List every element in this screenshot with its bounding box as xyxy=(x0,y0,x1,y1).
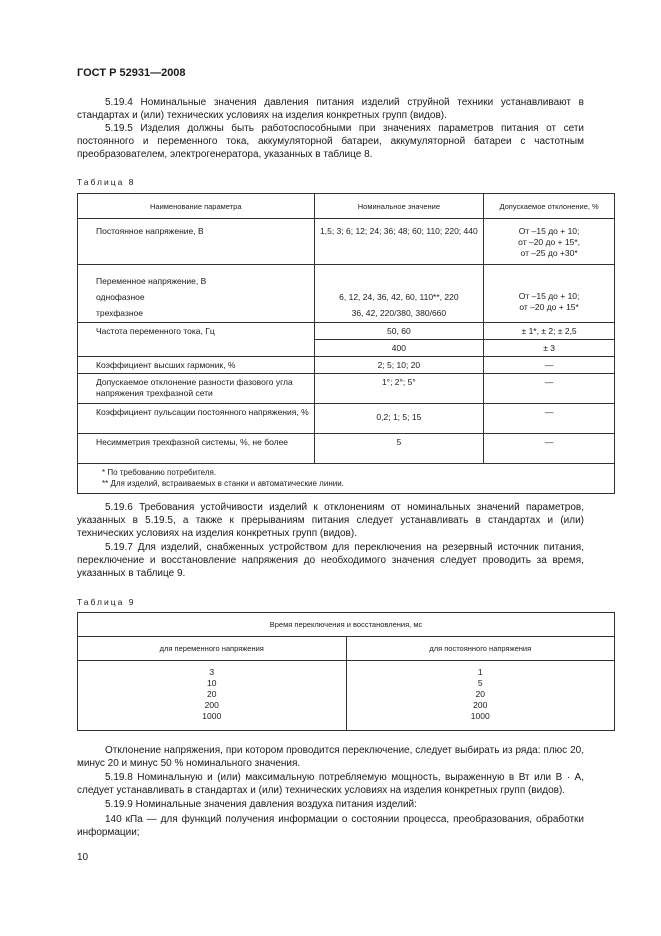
table-row: 400 ± 3 xyxy=(78,340,615,357)
table-9-caption: Таблица 9 xyxy=(77,597,136,607)
table-9-title: Время переключения и восстановления, мс xyxy=(78,613,615,637)
table-8-header-name: Наименование параметра xyxy=(78,194,315,219)
table-8 xyxy=(77,193,615,494)
page-number: 10 xyxy=(77,852,89,863)
table-row: Коэффициент пульсации постоянного напряжения, % 0,2; 1; 5; 15 — xyxy=(78,404,615,434)
table-8-header-nominal: Номинальное значение xyxy=(314,194,484,219)
table-row: Несимметрия трехфазной системы, %, не более 5 — xyxy=(78,434,615,464)
table-row: Постоянное напряжение, В 1,5; 3; 6; 12; 24; 36; 48; 60; 110; 220; 440 От –15 до + 10; от –20 до + 15*, от –25 до +30* xyxy=(78,219,615,265)
footnote-2: ** Для изделий, встраиваемых в станки и автоматические линии. xyxy=(102,479,344,488)
table-row: Коэффициент высших гармоник, % 2; 5; 10; 20 — xyxy=(78,357,615,374)
paragraph-5-19-4: 5.19.4 Номинальные значения давления питания изделий струйной техники устанавливают в стандартах и (или) технических условиях на изделия конкретных групп (видов). xyxy=(77,97,584,121)
paragraph-5-19-5: 5.19.5 Изделия должны быть работоспособными при значениях параметров питания от сети постоянного и переменного тока, аккумуляторной батареи, аккумуляторной батареи с частотным преобразователем, электрогенератора, указанных в таблице 8. xyxy=(77,123,584,160)
table-row: Переменное напряжение, В однофазное трехфазное 6, 12, 24, 36, 42, 60, 110**, 220 36, 42, 220/380, 380/660 От –15 до + 10; от –20 до + 15* xyxy=(78,265,615,323)
table-row: Допускаемое отклонение разности фазового угла напряжения трехфазной сети 1°; 2°; 5° — xyxy=(78,374,615,404)
paragraph-deviation: Отклонение напряжения, при котором проводится переключение, следует выбирать из ряда: плюс 20, минус 20 и минус 50 % номинального значения. xyxy=(77,745,584,769)
document-header: ГОСТ Р 52931—2008 xyxy=(77,67,186,79)
paragraph-5-19-7: 5.19.7 Для изделий, снабженных устройством для переключения на резервный источник питания, переключение и восстановление напряжения до необходимого значения следует проводить за время, указанных в таблице 9. xyxy=(77,542,584,579)
paragraph-5-19-6: 5.19.6 Требования устойчивости изделий к отклонениям от номинальных значений параметров, указанных в 5.19.5, а также к прерываниям питания следует устанавливать в стандартах и (или) технических условиях на изделия конкретных групп (видов). xyxy=(77,502,584,539)
table-8-footnotes xyxy=(78,464,615,494)
paragraph-5-19-8: 5.19.8 Номинальную и (или) максимальную потребляемую мощность, выраженную в Вт или В · А, следует устанавливать в стандартах и (или) технических условиях на изделия конкретных групп (видов). xyxy=(77,772,584,796)
footnote-1: * По требованию потребителя. xyxy=(102,468,217,477)
table-8-caption: Таблица 8 xyxy=(77,177,136,187)
table-9-col-ac: для переменного напряжения xyxy=(78,637,347,661)
table-9 xyxy=(77,612,615,731)
table-8-header-tolerance: Допускаемое отклонение, % xyxy=(484,194,615,219)
paragraph-140-kpa: 140 кПа — для функций получения информации о состоянии процесса, преобразования, обработки информации; xyxy=(77,814,584,838)
paragraph-5-19-9: 5.19.9 Номинальные значения давления воздуха питания изделий: xyxy=(105,799,417,810)
table-9-col-dc: для постоянного напряжения xyxy=(346,637,615,661)
table-row: Частота переменного тока, Гц 50, 60 ± 1*, ± 2; ± 2,5 xyxy=(78,323,615,340)
table-row: 3 10 20 200 1000 1 5 20 200 1000 xyxy=(78,661,615,731)
